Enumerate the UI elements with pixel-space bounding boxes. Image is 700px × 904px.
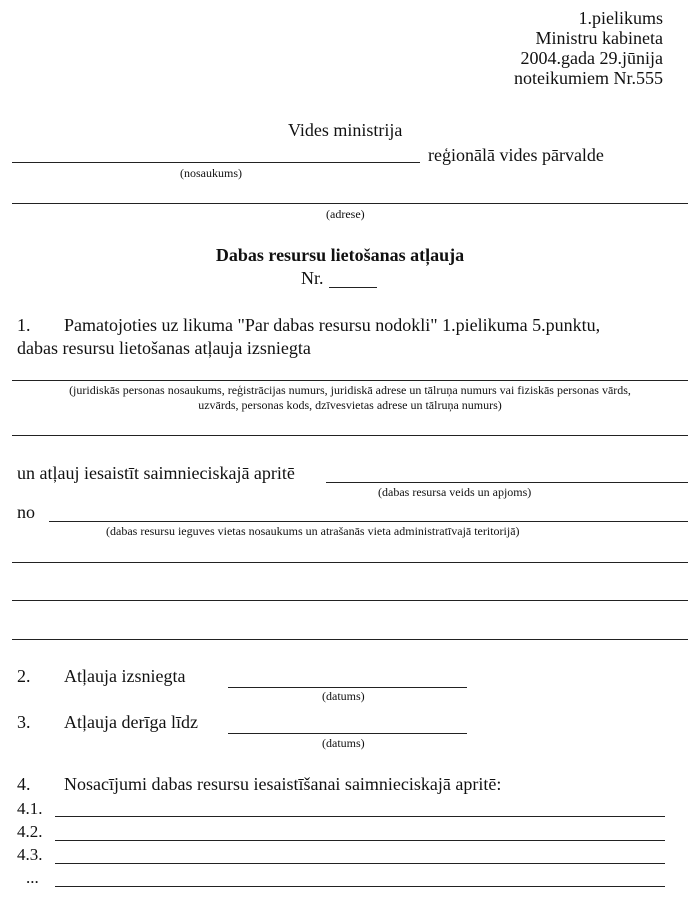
ministry-name: Vides ministrija [288, 120, 403, 140]
condition-line-4 [55, 886, 665, 887]
resource-caption: (dabas resursa veids un apjoms) [378, 485, 532, 499]
permit-title: Dabas resursu lietošanas atļauja [215, 245, 465, 265]
section-1-number: 1. [17, 315, 31, 335]
condition-item-number: 4.1. [17, 799, 43, 818]
section-3-number: 3. [17, 712, 31, 732]
number-line [329, 287, 377, 288]
from-label: no [17, 502, 35, 522]
holder-line [12, 380, 688, 381]
holder-line-2 [12, 435, 688, 436]
name-line [12, 162, 420, 163]
address-line [12, 203, 688, 204]
allows-text: un atļauj iesaistīt saimnieciskajā apritē [17, 463, 295, 483]
section-1-text-line2: dabas resursu lietošanas atļauja izsniegta [17, 338, 311, 358]
issued-date-caption: (datums) [322, 689, 365, 703]
valid-until-line [228, 733, 467, 734]
regional-admin-label: reģionālā vides pārvalde [428, 145, 604, 165]
condition-line-3 [55, 863, 665, 864]
annex-label: 1.pielikums [578, 8, 663, 28]
holder-caption-line1: (juridiskās personas nosaukums, reģistrācijas numurs, juridiskā adrese un tālruņa numurs vai fiziskās personas vārds, [69, 383, 631, 397]
condition-item-number: 4.3. [17, 845, 43, 864]
blank-line-2 [12, 600, 688, 601]
section-4-number: 4. [17, 774, 31, 794]
address-caption: (adrese) [326, 207, 365, 221]
valid-until-caption: (datums) [322, 736, 365, 750]
number-label: Nr. [301, 268, 324, 288]
annex-header [403, 8, 663, 88]
blank-line-3 [12, 639, 688, 640]
location-line [49, 521, 688, 522]
section-2-number: 2. [17, 666, 31, 686]
issued-label: Atļauja izsniegta [64, 666, 186, 686]
condition-item-ellipsis: ... [26, 868, 39, 887]
condition-line-2 [55, 840, 665, 841]
issued-date-line [228, 687, 467, 688]
condition-line-1 [55, 816, 665, 817]
blank-line-1 [12, 562, 688, 563]
conditions-label: Nosacījumi dabas resursu iesaistīšanai saimnieciskajā apritē: [64, 774, 502, 794]
section-1-text-line1: Pamatojoties uz likuma "Par dabas resursu nodokli" 1.pielikuma 5.punktu, [64, 315, 601, 335]
holder-caption-line2: uzvārds, personas kods, dzīvesvietas adrese un tālruņa numurs) [198, 398, 502, 412]
regulation-number: noteikumiem Nr.555 [514, 68, 663, 88]
resource-line [326, 482, 688, 483]
cabinet-label: Ministru kabineta [535, 28, 663, 48]
valid-until-label: Atļauja derīga līdz [64, 712, 198, 732]
location-caption: (dabas resursu ieguves vietas nosaukums un atrašanās vieta administratīvajā teritorijā) [106, 524, 520, 538]
name-caption: (nosaukums) [180, 166, 242, 180]
condition-item-number: 4.2. [17, 822, 43, 841]
regulation-date: 2004.gada 29.jūnija [520, 48, 663, 68]
